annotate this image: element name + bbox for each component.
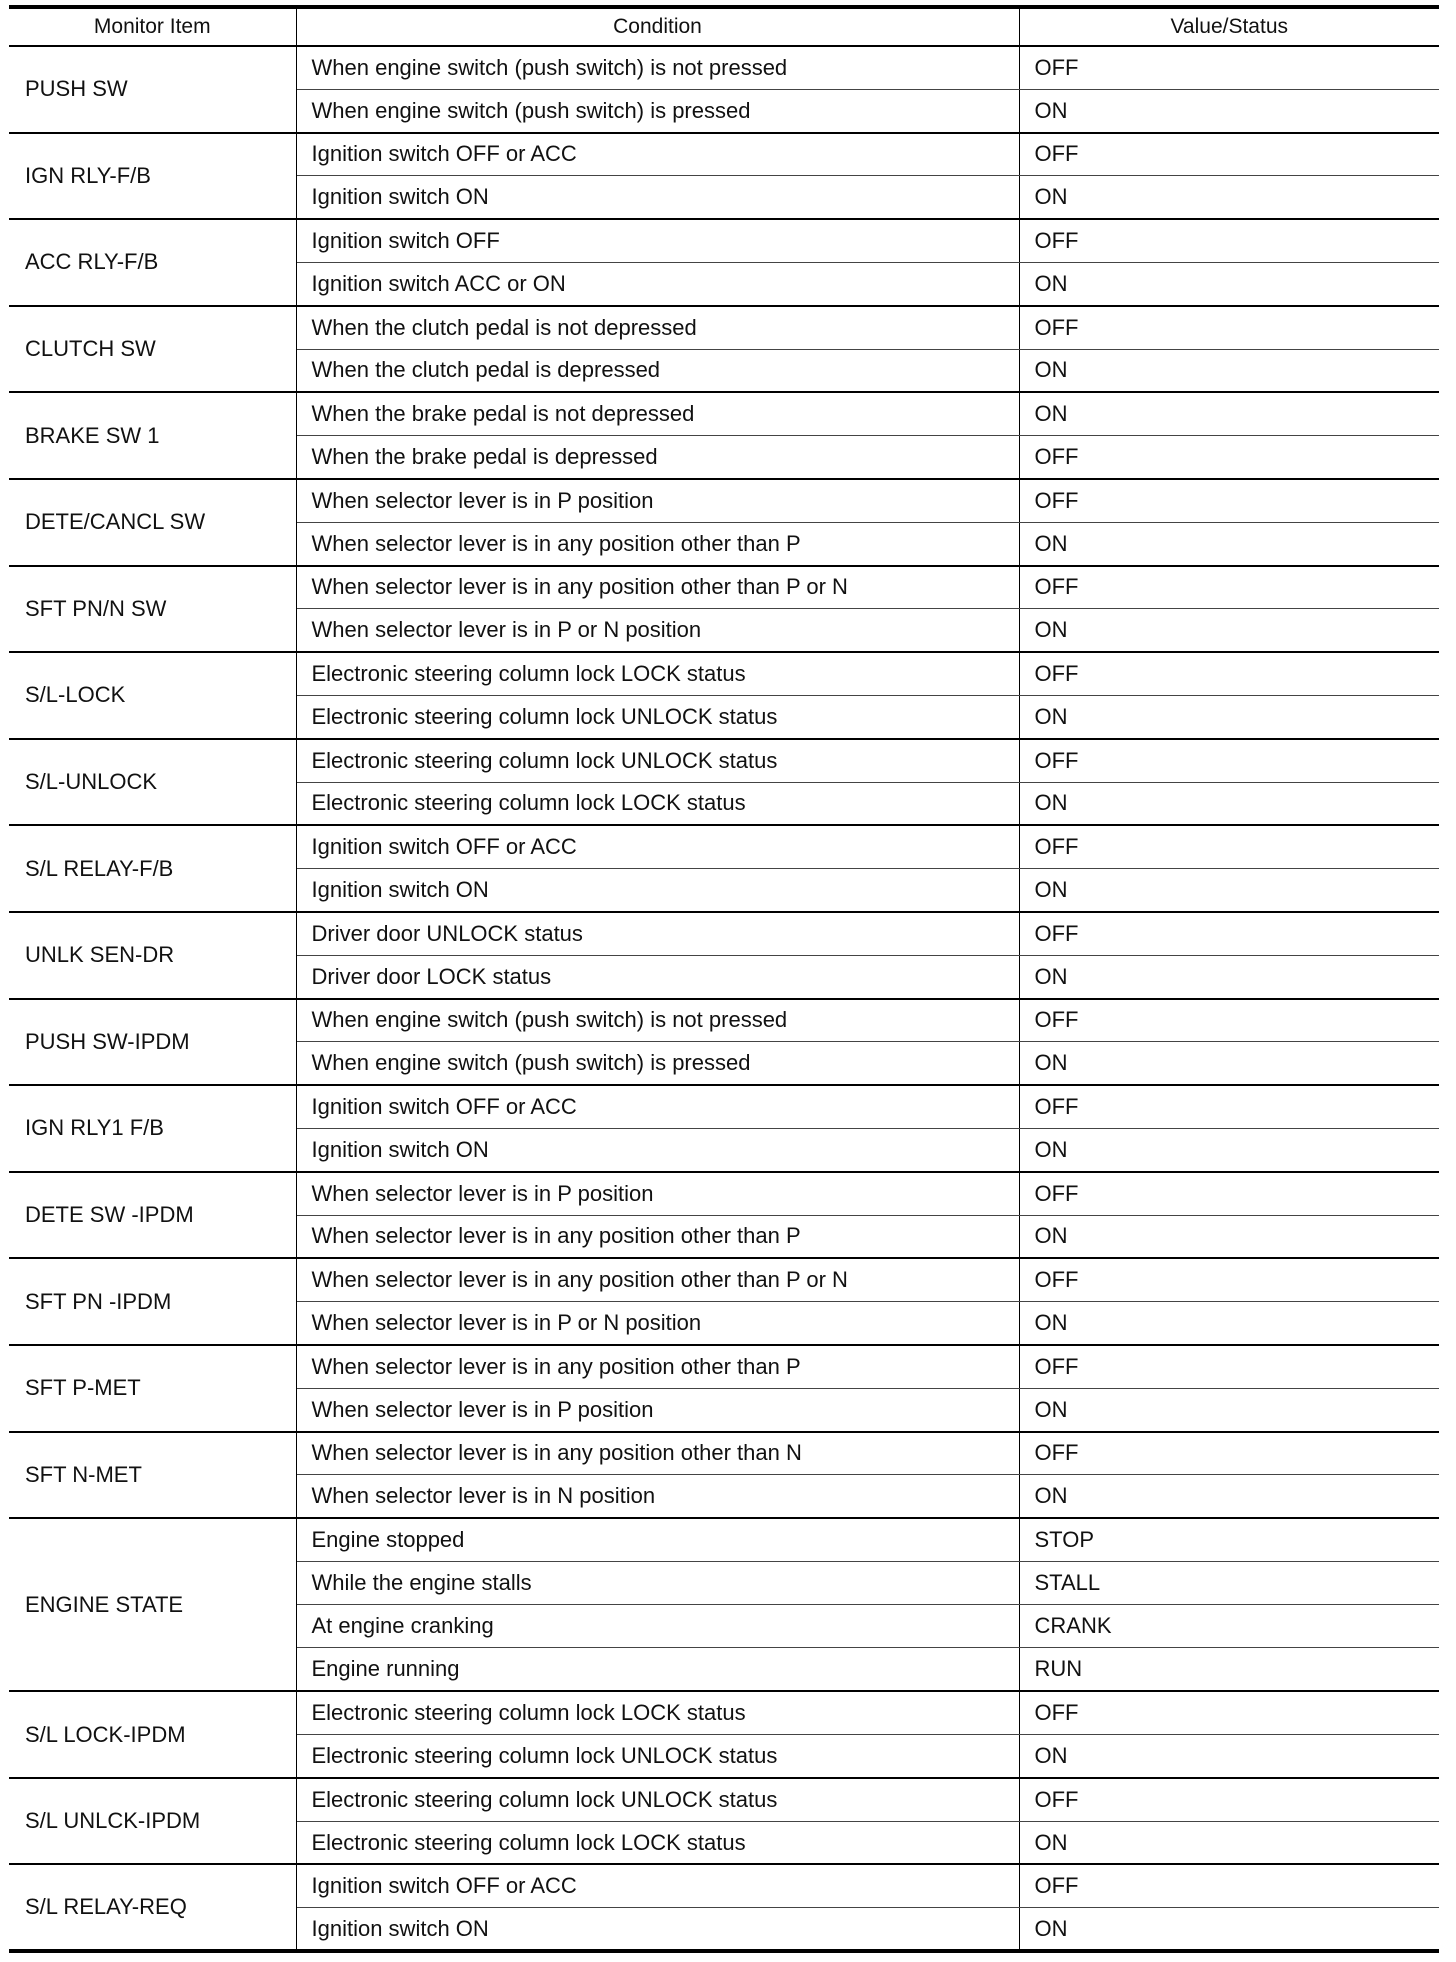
value-status-cell: ON — [1019, 1821, 1439, 1864]
monitor-item-cell: CLUTCH SW — [9, 306, 296, 393]
value-status-cell: ON — [1019, 1302, 1439, 1345]
condition-cell: When selector lever is in any position other than P — [296, 522, 1019, 565]
value-status-cell: STOP — [1019, 1518, 1439, 1561]
table-body — [9, 46, 1439, 1951]
condition-cell: Electronic steering column lock UNLOCK status — [296, 1735, 1019, 1778]
condition-cell: When selector lever is in P or N position — [296, 1302, 1019, 1345]
value-status-cell: ON — [1019, 1215, 1439, 1258]
monitor-item-cell: SFT P-MET — [9, 1345, 296, 1432]
monitor-item-cell: IGN RLY1 F/B — [9, 1085, 296, 1172]
table-row — [9, 1172, 1439, 1215]
table-row — [9, 479, 1439, 522]
condition-cell: At engine cranking — [296, 1605, 1019, 1648]
condition-cell: Ignition switch OFF or ACC — [296, 1864, 1019, 1907]
value-status-cell: ON — [1019, 392, 1439, 435]
condition-cell: When selector lever is in any position other than P — [296, 1215, 1019, 1258]
condition-cell: When selector lever is in any position other than P — [296, 1345, 1019, 1388]
condition-cell: While the engine stalls — [296, 1561, 1019, 1604]
table-row — [9, 1432, 1439, 1475]
condition-cell: When engine switch (push switch) is pressed — [296, 89, 1019, 132]
condition-cell: Driver door LOCK status — [296, 955, 1019, 998]
condition-cell: When selector lever is in P position — [296, 1172, 1019, 1215]
condition-cell: Electronic steering column lock UNLOCK status — [296, 695, 1019, 738]
condition-cell: Driver door UNLOCK status — [296, 912, 1019, 955]
monitor-item-cell: DETE/CANCL SW — [9, 479, 296, 566]
value-status-cell: ON — [1019, 176, 1439, 219]
condition-cell: Electronic steering column lock UNLOCK status — [296, 739, 1019, 782]
value-status-cell: ON — [1019, 782, 1439, 825]
value-status-cell: OFF — [1019, 479, 1439, 522]
monitor-table-container — [9, 5, 1439, 1953]
monitor-item-cell: S/L RELAY-REQ — [9, 1864, 296, 1951]
monitor-item-cell: S/L LOCK-IPDM — [9, 1691, 296, 1778]
table-row — [9, 912, 1439, 955]
monitor-item-cell: PUSH SW-IPDM — [9, 999, 296, 1086]
value-status-cell: OFF — [1019, 739, 1439, 782]
condition-cell: Ignition switch ON — [296, 176, 1019, 219]
header-value-status: Value/Status — [1019, 7, 1439, 46]
monitor-item-cell: SFT PN/N SW — [9, 566, 296, 653]
condition-cell: When selector lever is in P position — [296, 479, 1019, 522]
value-status-cell: OFF — [1019, 133, 1439, 176]
monitor-item-cell: DETE SW -IPDM — [9, 1172, 296, 1259]
value-status-cell: OFF — [1019, 1778, 1439, 1821]
condition-cell: When the brake pedal is not depressed — [296, 392, 1019, 435]
monitor-item-cell: S/L-LOCK — [9, 652, 296, 739]
value-status-cell: ON — [1019, 695, 1439, 738]
value-status-cell: OFF — [1019, 436, 1439, 479]
value-status-cell: RUN — [1019, 1648, 1439, 1691]
condition-cell: Ignition switch ON — [296, 1128, 1019, 1171]
table-row — [9, 133, 1439, 176]
condition-cell: Engine stopped — [296, 1518, 1019, 1561]
value-status-cell: OFF — [1019, 1691, 1439, 1734]
value-status-cell: ON — [1019, 869, 1439, 912]
monitor-item-cell: ENGINE STATE — [9, 1518, 296, 1691]
table-header — [9, 7, 1439, 46]
condition-cell: Electronic steering column lock LOCK status — [296, 652, 1019, 695]
table-row — [9, 1864, 1439, 1907]
table-row — [9, 825, 1439, 868]
table-row — [9, 739, 1439, 782]
value-status-cell: ON — [1019, 1042, 1439, 1085]
condition-cell: When the clutch pedal is depressed — [296, 349, 1019, 392]
value-status-cell: OFF — [1019, 1172, 1439, 1215]
condition-cell: When selector lever is in any position other than N — [296, 1432, 1019, 1475]
monitor-table — [9, 5, 1439, 1953]
value-status-cell: OFF — [1019, 1345, 1439, 1388]
value-status-cell: ON — [1019, 1735, 1439, 1778]
condition-cell: When the clutch pedal is not depressed — [296, 306, 1019, 349]
table-row — [9, 219, 1439, 262]
condition-cell: Ignition switch ON — [296, 869, 1019, 912]
table-row — [9, 46, 1439, 89]
value-status-cell: OFF — [1019, 46, 1439, 89]
value-status-cell: OFF — [1019, 1258, 1439, 1301]
condition-cell: When selector lever is in any position other than P or N — [296, 566, 1019, 609]
table-row — [9, 392, 1439, 435]
value-status-cell: STALL — [1019, 1561, 1439, 1604]
value-status-cell: ON — [1019, 955, 1439, 998]
monitor-item-cell: IGN RLY-F/B — [9, 133, 296, 220]
value-status-cell: ON — [1019, 609, 1439, 652]
condition-cell: Electronic steering column lock LOCK status — [296, 782, 1019, 825]
monitor-item-cell: PUSH SW — [9, 46, 296, 133]
value-status-cell: OFF — [1019, 652, 1439, 695]
table-row — [9, 1691, 1439, 1734]
value-status-cell: OFF — [1019, 912, 1439, 955]
monitor-item-cell: UNLK SEN-DR — [9, 912, 296, 999]
table-row — [9, 999, 1439, 1042]
value-status-cell: OFF — [1019, 566, 1439, 609]
condition-cell: Electronic steering column lock LOCK status — [296, 1821, 1019, 1864]
value-status-cell: ON — [1019, 522, 1439, 565]
value-status-cell: OFF — [1019, 1085, 1439, 1128]
table-row — [9, 652, 1439, 695]
condition-cell: When selector lever is in P position — [296, 1388, 1019, 1431]
monitor-item-cell: BRAKE SW 1 — [9, 392, 296, 479]
value-status-cell: ON — [1019, 1388, 1439, 1431]
monitor-item-cell: S/L RELAY-F/B — [9, 825, 296, 912]
condition-cell: Ignition switch ON — [296, 1908, 1019, 1951]
value-status-cell: CRANK — [1019, 1605, 1439, 1648]
condition-cell: Ignition switch ACC or ON — [296, 262, 1019, 305]
table-row — [9, 1518, 1439, 1561]
value-status-cell: OFF — [1019, 1864, 1439, 1907]
condition-cell: Ignition switch OFF or ACC — [296, 825, 1019, 868]
condition-cell: Engine running — [296, 1648, 1019, 1691]
condition-cell: When selector lever is in P or N position — [296, 609, 1019, 652]
monitor-item-cell: S/L UNLCK-IPDM — [9, 1778, 296, 1865]
value-status-cell: ON — [1019, 89, 1439, 132]
condition-cell: When selector lever is in any position other than P or N — [296, 1258, 1019, 1301]
condition-cell: Ignition switch OFF or ACC — [296, 1085, 1019, 1128]
value-status-cell: ON — [1019, 1128, 1439, 1171]
table-row — [9, 1345, 1439, 1388]
monitor-item-cell: ACC RLY-F/B — [9, 219, 296, 306]
header-monitor-item: Monitor Item — [9, 7, 296, 46]
condition-cell: When engine switch (push switch) is not pressed — [296, 46, 1019, 89]
value-status-cell: ON — [1019, 1908, 1439, 1951]
condition-cell: When selector lever is in N position — [296, 1475, 1019, 1518]
condition-cell: When engine switch (push switch) is not pressed — [296, 999, 1019, 1042]
table-row — [9, 566, 1439, 609]
monitor-item-cell: S/L-UNLOCK — [9, 739, 296, 826]
value-status-cell: OFF — [1019, 825, 1439, 868]
value-status-cell: ON — [1019, 262, 1439, 305]
table-row — [9, 306, 1439, 349]
value-status-cell: OFF — [1019, 999, 1439, 1042]
monitor-item-cell: SFT N-MET — [9, 1432, 296, 1519]
condition-cell: Ignition switch OFF or ACC — [296, 133, 1019, 176]
condition-cell: Electronic steering column lock UNLOCK status — [296, 1778, 1019, 1821]
condition-cell: Ignition switch OFF — [296, 219, 1019, 262]
header-row — [9, 7, 1439, 46]
monitor-item-cell: SFT PN -IPDM — [9, 1258, 296, 1345]
table-row — [9, 1085, 1439, 1128]
value-status-cell: ON — [1019, 1475, 1439, 1518]
condition-cell: When the brake pedal is depressed — [296, 436, 1019, 479]
value-status-cell: OFF — [1019, 1432, 1439, 1475]
table-row — [9, 1778, 1439, 1821]
header-condition: Condition — [296, 7, 1019, 46]
table-row — [9, 1258, 1439, 1301]
value-status-cell: OFF — [1019, 306, 1439, 349]
condition-cell: When engine switch (push switch) is pressed — [296, 1042, 1019, 1085]
value-status-cell: OFF — [1019, 219, 1439, 262]
value-status-cell: ON — [1019, 349, 1439, 392]
condition-cell: Electronic steering column lock LOCK status — [296, 1691, 1019, 1734]
